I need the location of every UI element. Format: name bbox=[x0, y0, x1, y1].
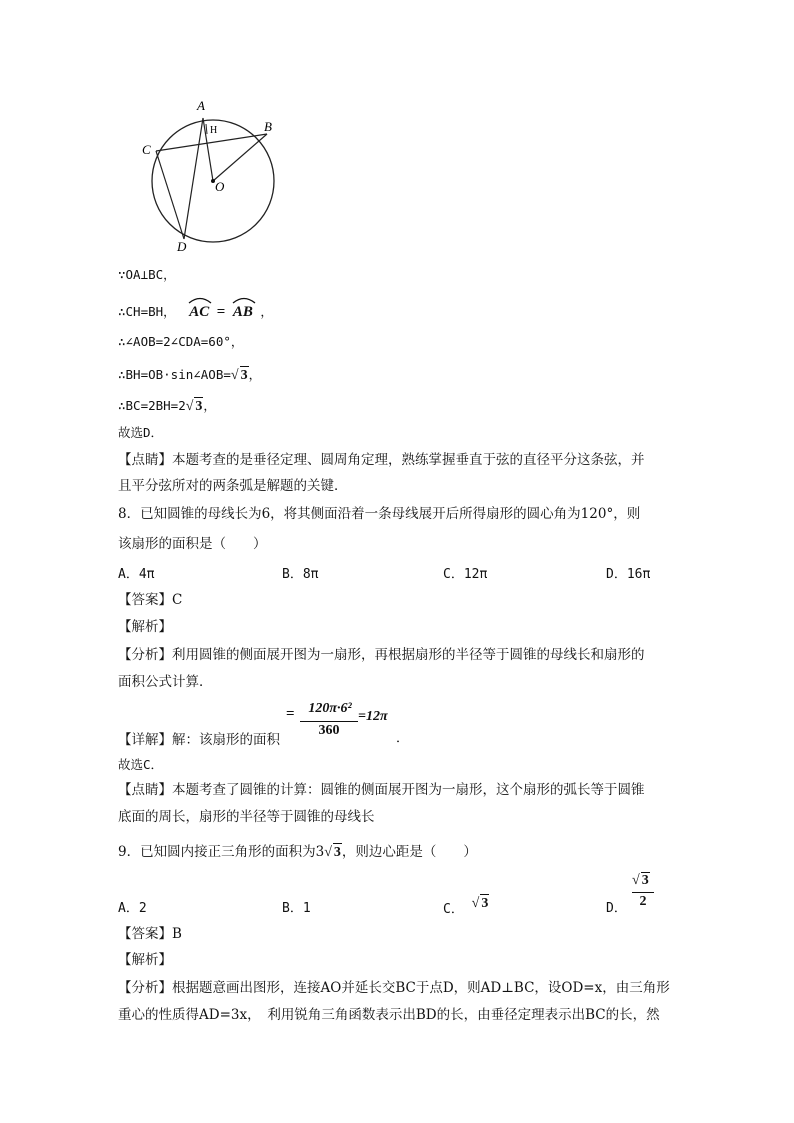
q8-stem-text1: 8．已知圆锥的母线长为6，将其侧面沿着一条母线展开后所得扇形的圆心角为120°，则 bbox=[118, 506, 641, 522]
label-o: O bbox=[215, 179, 225, 194]
q8-option-a: A．4π bbox=[118, 567, 155, 582]
sol7-choice: 故选D． bbox=[118, 425, 164, 440]
q8-dianjing-line2 bbox=[118, 808, 375, 826]
arc-equals: = bbox=[216, 304, 226, 320]
q9-fenxi-text2: 重心的性质得AD=3x， 利用锐角三角函数表示出BD的长，由垂径定理表示出BC的长，然 bbox=[118, 1007, 660, 1023]
q9-fenxi-line2 bbox=[118, 1006, 660, 1024]
sol7-line3-text: ∴∠AOB=2∠CDA=60°， bbox=[118, 334, 244, 349]
sol7-dianjing-text2: 且平分弦所对的两条弧是解题的关键． bbox=[118, 478, 348, 494]
sol7-line5-text: ∴BC=2BH=2 bbox=[118, 398, 186, 413]
q9-fenxi-line1 bbox=[118, 979, 670, 997]
arc-mark-ab bbox=[231, 296, 257, 304]
label-a: A bbox=[197, 98, 205, 113]
sol7-line5: ∴BC=2BH=2√ 3， bbox=[118, 398, 216, 414]
q9-stem-text: 9．已知圆内接正三角形的面积为3 bbox=[118, 844, 325, 860]
sqrt-3-a: √ 3 bbox=[230, 368, 248, 383]
q8-stem-text2: 该扇形的面积是（ ） bbox=[118, 536, 267, 552]
q8-answer bbox=[118, 591, 182, 609]
sqrt-3-b: √ 3 bbox=[185, 399, 203, 414]
q9-answer-text: 【答案】B bbox=[118, 926, 182, 942]
q8-fenxi-line1 bbox=[118, 646, 645, 664]
q8-stem-line1 bbox=[118, 505, 640, 523]
sol7-line1 bbox=[118, 266, 176, 284]
q8-choose bbox=[118, 756, 163, 774]
formula-equals: = bbox=[286, 706, 295, 722]
q9-analysis-text: 【解析】 bbox=[118, 952, 172, 968]
q9-option-b: B．1 bbox=[282, 901, 311, 916]
formula-numerator: 120π·6² bbox=[308, 701, 352, 716]
sol7-line2-text: ∴CH=BH， bbox=[118, 304, 176, 319]
q9-option-c: C． √ 3 bbox=[443, 896, 489, 917]
q8-stem-line2 bbox=[118, 535, 267, 553]
q8-choose-text: 故选C． bbox=[118, 757, 164, 772]
q8-dianjing-text2: 底面的周长，扇形的半径等于圆锥的母线长 bbox=[118, 809, 375, 825]
label-c: C bbox=[142, 142, 151, 157]
sol7-dianjing-text1: 【点睛】本题考查的是垂径定理、圆周角定理，熟练掌握垂直于弦的直径平分这条弦，并 bbox=[118, 452, 645, 468]
q8-option-b: B．8π bbox=[282, 567, 319, 582]
segment-cd bbox=[156, 151, 184, 239]
sol7-line4: ∴BH=OB·sin∠AOB=√ 3， bbox=[118, 367, 262, 383]
arc-mark-ac bbox=[187, 296, 213, 304]
segment-ad bbox=[184, 118, 203, 239]
q9-option-a: A．2 bbox=[118, 901, 147, 916]
q8-fenxi-line2 bbox=[118, 673, 213, 691]
sqrt-3-option-c: √ 3 bbox=[471, 896, 489, 911]
sol7-line6 bbox=[118, 424, 163, 442]
q9-fenxi-text1: 【分析】根据题意画出图形，连接AO并延长交BC于点D，则AD⊥BC，设OD=x，由三角形 bbox=[118, 980, 670, 996]
q8-detail-text: 【详解】解：该扇形的面积 bbox=[118, 732, 280, 748]
q8-detail-line bbox=[118, 731, 280, 749]
option-d-denominator: 2 bbox=[639, 894, 647, 909]
sol7-line3 bbox=[118, 333, 243, 351]
q8-fenxi-text2: 面积公式计算． bbox=[118, 674, 213, 690]
sol7-dianjing-line2 bbox=[118, 477, 348, 495]
q9-stem: 9．已知圆内接正三角形的面积为3√ 3，则边心距是（ ） bbox=[118, 844, 477, 860]
sol7-line1-text: ∵OA⊥BC， bbox=[118, 267, 176, 282]
arc-ab: AB bbox=[233, 303, 253, 321]
label-h: H bbox=[210, 125, 218, 136]
label-d: D bbox=[177, 239, 187, 254]
formula-result: =12π bbox=[358, 709, 388, 724]
perpendicular-mark bbox=[206, 124, 207, 134]
q9-option-d: D． bbox=[606, 901, 627, 916]
q8-dianjing-text1: 【点睛】本题考查了圆锥的计算：圆锥的侧面展开图为一扇形，这个扇形的弧长等于圆锥 bbox=[118, 782, 645, 798]
q8-option-d: D．16π bbox=[606, 567, 651, 582]
sqrt-3-q9: √ 3 bbox=[324, 845, 341, 860]
sol7-line2-end: ， bbox=[260, 304, 273, 319]
q8-dianjing-line1 bbox=[118, 781, 645, 799]
sol7-line2 bbox=[118, 303, 273, 321]
sqrt-3-option-d: √ 3 bbox=[632, 873, 649, 888]
arc-ac: AC bbox=[189, 303, 209, 321]
q9-answer bbox=[118, 925, 182, 943]
q8-analysis-text: 【解析】 bbox=[118, 619, 172, 635]
label-b: B bbox=[264, 119, 272, 134]
q8-fenxi-text1: 【分析】利用圆锥的侧面展开图为一扇形，再根据扇形的半径等于圆锥的母线长和扇形的 bbox=[118, 647, 645, 663]
sol7-line4-text: ∴BH=OB·sin∠AOB= bbox=[118, 367, 231, 382]
q8-analysis-head bbox=[118, 618, 172, 636]
formula-denominator: 360 bbox=[318, 723, 340, 738]
sol7-dianjing-line1 bbox=[118, 451, 645, 469]
formula-period: ． bbox=[396, 730, 410, 745]
circle-diagram bbox=[140, 96, 300, 254]
q8-answer-text: 【答案】C bbox=[118, 592, 183, 608]
q8-option-c: C．12π bbox=[443, 567, 488, 582]
q9-analysis-head bbox=[118, 951, 172, 969]
